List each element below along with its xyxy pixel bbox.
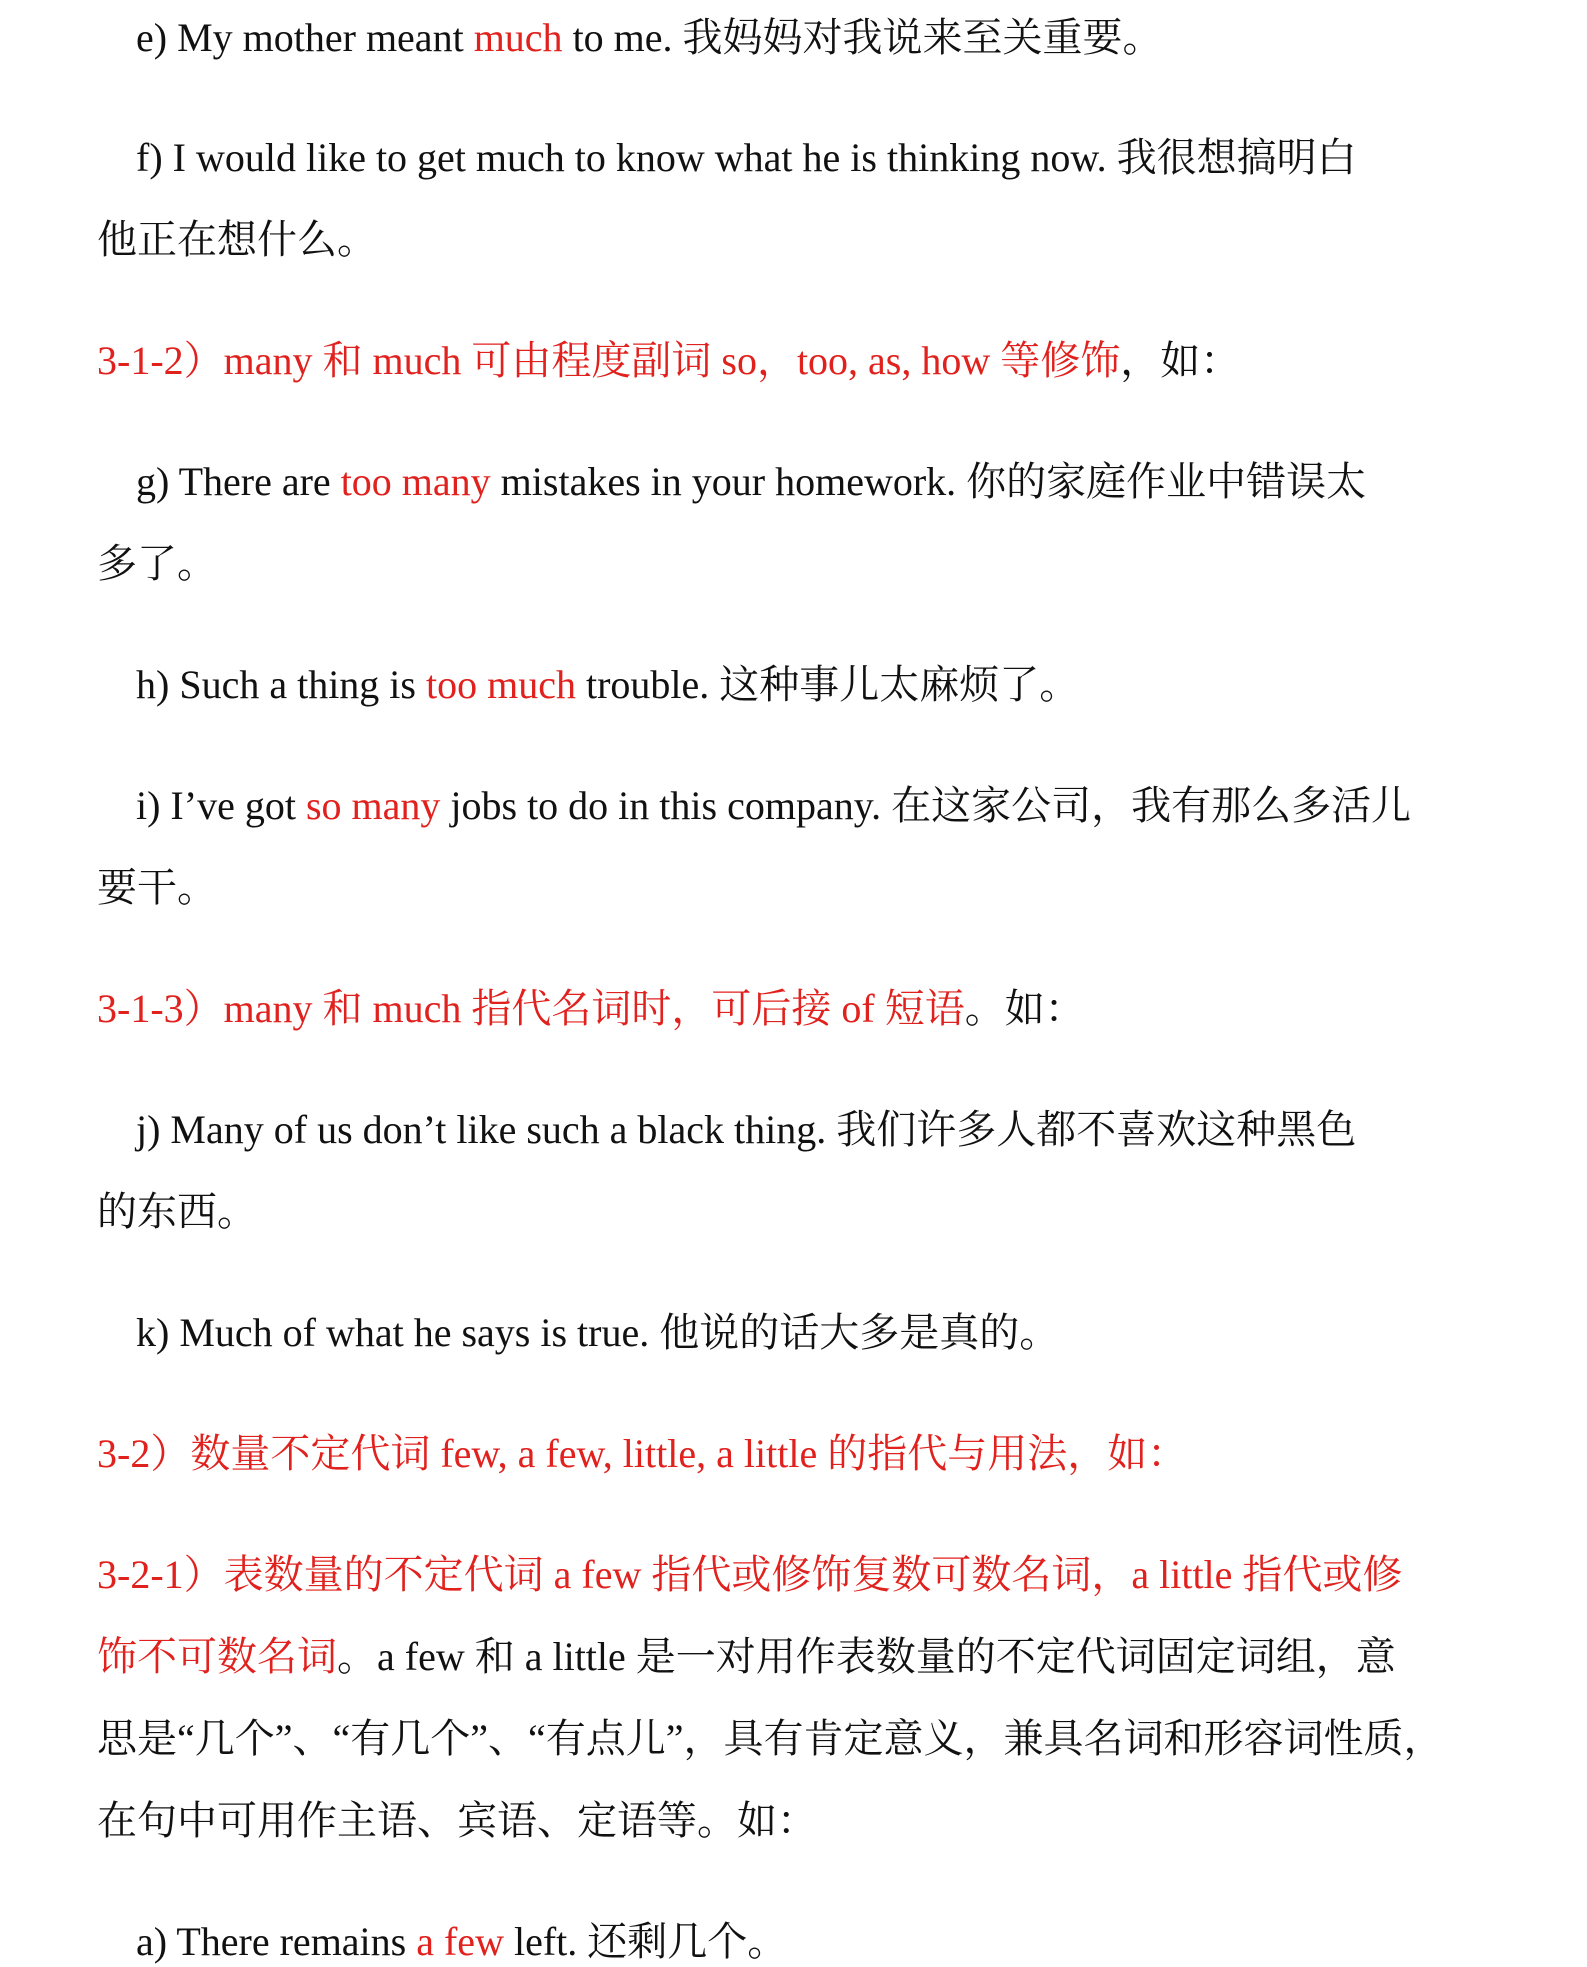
- text-line: [97, 1797, 817, 1845]
- text-segment: 要干。: [97, 865, 217, 910]
- highlighted-text: so many: [305, 783, 441, 828]
- highlighted-text: 3-2-1）表数量的不定代词 a few 指代或修饰复数可数名词，a little 指代或修: [97, 1552, 1403, 1597]
- text-line: [136, 14, 1163, 62]
- highlighted-text: too much: [425, 662, 576, 707]
- text-line: [136, 782, 1411, 830]
- text-segment: i) I’ve got: [136, 783, 306, 828]
- highlighted-text: too many: [340, 459, 491, 504]
- text-segment: to me. 我妈妈对我说来至关重要。: [562, 15, 1163, 60]
- text-line: [97, 337, 1240, 385]
- highlighted-text: 3-2）数量不定代词 few, a few, little, a little 的指代与用法，如：: [97, 1431, 1188, 1476]
- text-line: [97, 1633, 1396, 1681]
- text-segment: k) Much of what he says is true. 他说的话大多是真的。: [136, 1310, 1060, 1355]
- text-segment: 的东西。: [97, 1189, 257, 1234]
- text-segment: j) Many of us don’t like such a black thing. 我们许多人都不喜欢这种黑色: [136, 1107, 1357, 1152]
- text-line: [136, 134, 1357, 182]
- text-segment: jobs to do in this company. 在这家公司，我有那么多活儿: [440, 783, 1412, 828]
- text-segment: g) There are: [136, 459, 341, 504]
- highlighted-text: a few: [416, 1919, 504, 1964]
- text-segment: a) There remains: [136, 1919, 417, 1964]
- text-line: [97, 985, 1085, 1033]
- text-segment: 思是“几个”、“有几个”、“有点儿”，具有肯定意义，兼具名词和形容词性质，: [97, 1716, 1444, 1761]
- text-line: [97, 1715, 1444, 1763]
- text-segment: ，如：: [1120, 338, 1241, 383]
- text-line: [136, 1918, 787, 1966]
- text-segment: 。如：: [964, 986, 1085, 1031]
- highlighted-text: 3-1-3）many 和 much 指代名词时，可后接 of 短语: [97, 986, 965, 1031]
- text-segment: 在句中可用作主语、宾语、定语等。如：: [97, 1798, 817, 1843]
- highlighted-text: much: [473, 15, 563, 60]
- text-segment: trouble. 这种事儿太麻烦了。: [575, 662, 1080, 707]
- highlighted-text: 3-1-2）many 和 much 可由程度副词 so，too, as, how 等修饰: [97, 338, 1121, 383]
- text-segment: 。a few 和 a little 是一对用作表数量的不定代词固定词组，意: [337, 1634, 1396, 1679]
- text-line: [136, 458, 1366, 506]
- text-line: [97, 1551, 1402, 1599]
- text-line: [136, 1309, 1059, 1357]
- text-segment: 多了。: [97, 541, 217, 586]
- text-segment: 他正在想什么。: [97, 217, 377, 262]
- text-line: [97, 1430, 1187, 1478]
- text-line: [97, 1188, 257, 1236]
- text-segment: h) Such a thing is: [136, 662, 426, 707]
- text-line: [97, 864, 217, 912]
- highlighted-text: 饰不可数名词: [97, 1634, 337, 1679]
- text-line: [97, 540, 217, 588]
- text-segment: f) I would like to get much to know what he is thinking now. 我很想搞明白: [136, 135, 1357, 180]
- text-line: [136, 661, 1079, 709]
- text-segment: left. 还剩几个。: [503, 1919, 788, 1964]
- text-line: [97, 216, 377, 264]
- text-segment: mistakes in your homework. 你的家庭作业中错误太: [490, 459, 1367, 504]
- text-line: [136, 1106, 1356, 1154]
- text-segment: e) My mother meant: [136, 15, 474, 60]
